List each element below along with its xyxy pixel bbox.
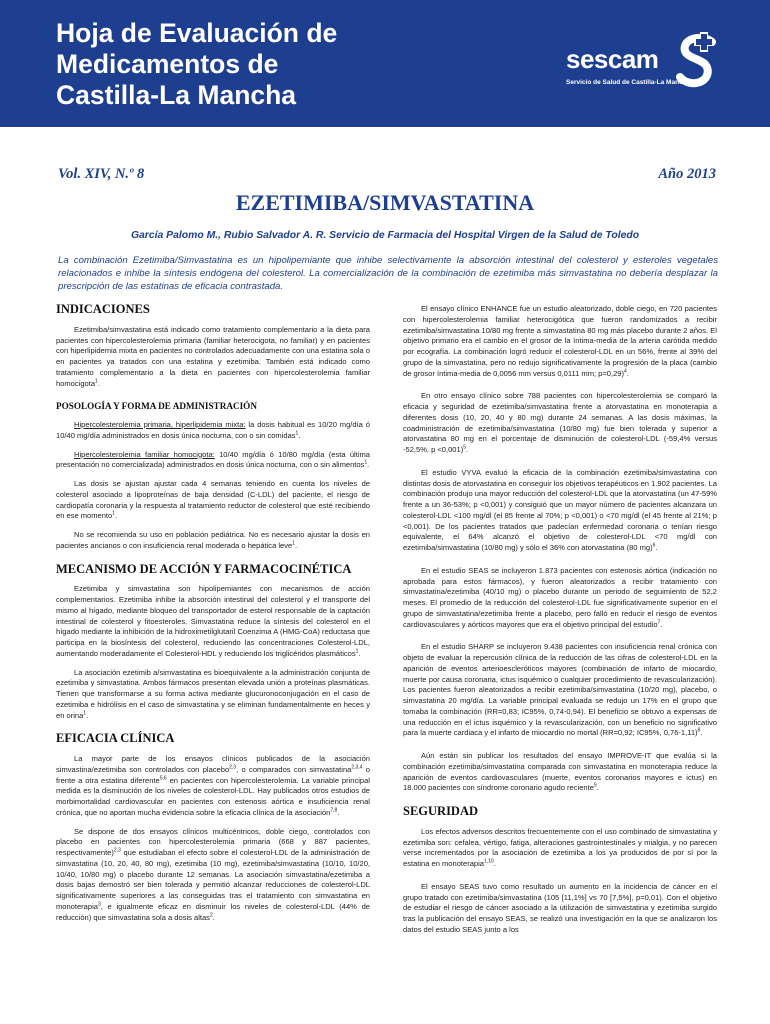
seguridad-paragraph-1: Los efectos adversos descritos frecuentemente con el uso combinado de simvastatina y ezetimiba son: cefalea, vértigo, fatiga, alteraciones gastrointestinales y mialgia, y no parecen verse incrementados por la asociación de ezetimiba a los ya producidos de por sí por la estatina en monoterapia$^{1,10}$. bbox=[403, 826, 717, 868]
improve-it-paragraph: Aún están sin publicar los resultados del ensayo IMPROVE-IT que evalúa si la combinación ezetimiba/simvastatina comparada con simvastatina en monoterapia reduce la aparición de eventos cardiovasculares (muerte, eventos coronarios mayores e ictus) en 18.000 pacientes con síndrome coronario agudo reciente$^9$. bbox=[403, 751, 717, 793]
seguridad-paragraph-2: El ensayo SEAS tuvo como resultado un aumento en la incidencia de cáncer en el grupo tratado con ezetimiba/simvastatina (105 [11,1%] vs 70 [7,5%], p=0,01). Con el objetivo de estudiar el riesgo de cáncer asociado a la utilización de simvastatina y ezetimiba surgido tras la publicación del ensayo SEAS, se realizó una investigación en la que se analizaron los datos del estudio SEAS junto a los bbox=[403, 881, 717, 934]
authors: García Palomo M., Rubio Salvador A. R. Servicio de Farmacia del Hospital Virgen de la Salud de Toledo bbox=[130, 230, 640, 241]
section-heading-posologia: POSOLOGÍA Y FORMA DE ADMINISTRACIÓN bbox=[56, 401, 257, 412]
mecanismo-paragraph-1: Ezetimiba y simvastatina son hipolipemiantes con mecanismos de acción complementarios. Ezetimiba inhibe la absorción intestinal del colesterol y el transporte del mismo al hígado, mediante bloqueo del transportador de esterol responsable de la captación intestinal de colesterol y fitoesteroles. Simvastatina reduce la síntesis del colesterol en el hígado mediante la inhibición de la hidroximetilglutaril Coenzima A (HMG-CoA) reductasa que participa en la biosíntesis del colesterol, reduciendo las concentraciones Colesterol-LDL, aumentando moderadamente el Colesterol-HDL y reduciendo los triglicéridos plasmáticos$^1$. bbox=[56, 584, 370, 658]
eficacia-paragraph-1: La mayor parte de los ensayos clínicos publicados de la asociación simvastina/ezetimiba son controlados con placebo$^{2,3}$, o comparados con simvastatina$^{2,3,4}$ o frente a otra estatina diferente$^{5,6}$ en pacientes con hipercolesterolemia. La variable principal medida es la disminución de los niveles de colesterol-LDL. Hay publicados otros estudios de morbimortalidad cardiovascular en pacientes con estenosis aórtica e insuficiencia renal crónica, que no aportan mucha evidencia sobre la eficacia clínica de la asociación$^{7,8}$. bbox=[56, 754, 370, 817]
posologia-paragraph-2: Hipercolesterolemia familiar homocigota: 10/40 mg/día ó 10/80 mg/día (esta última presentación no comercializada) administrados en dosis única nocturna, con o sin alimentos$^1$. bbox=[56, 449, 370, 470]
vyva-paragraph: El estudio VYVA evaluó la eficacia de la combinación ezetimiba/simvastatina con distintas dosis de atorvastatina en conseguir los objetivos terapéuticos en 1.902 pacientes. La combinación produjo una mayor reducción del colesterol-LDL que la atorvastatina (un 47-59% frente a un 36-53%; p <0,001) y consiguió que un mayor número de pacientes alcanzara un colesterol-LDL <100 mg/dl (el 85 frente al 70%; p <0,001) o <70 mg/dl (el 45 frente al 21%; p <0,001). De los pacientes tratados que padecían enfermedad coronaria o tenían riesgo equivalente, el 64% alcanzó el objetivo de colesterol-LDL <70 mg/dl con ezetimiba/simvastatina (10/80 mg) y sólo el 36% con atorvastatina (80 mg)$^6$. bbox=[403, 467, 717, 552]
indicaciones-paragraph: Ezetimiba/simvastatina está indicado como tratamiento complementario a la dieta para pacientes con hipercolesterolemia primaria (familiar heterocigota, no familiar) y en pacientes con hiperlipidemia mixta en pacientes no controlados adecuadamente con una estatina sola o en pacientes ya tratados con una estatina y ezetimiba. También está indicado como tratamiento complementario a la dieta en pacientes con hipercolesterolemia familiar homocigota$^1$. bbox=[56, 324, 370, 388]
logo-subtitle: Servicio de Salud de Castilla-La Mancha bbox=[566, 79, 691, 86]
volume-number: Vol. XIV, N.º 8 bbox=[58, 166, 145, 182]
section-heading-mecanismo: MECANISMO DE ACCIÓN Y FARMACOCINÉTICA bbox=[56, 561, 352, 576]
right-column bbox=[403, 304, 717, 944]
title-line-2: Medicamentos de bbox=[56, 49, 279, 79]
enhance-paragraph: El ensayo clínico ENHANCE fue un estudio aleatorizado, doble ciego, en 720 pacientes con hipercolesterolemia familiar heterocigótica que fueron randomizados a recibir ezetimiba/simvastatina 10/80 mg frente a simvastatina 80 mg más placebo durante 2 años. El objetivo primario era el cambio en el grosor de la íntima-media de la arteria carótida medido por ecografía. La combinación logró reducir el colesterol-LDL en un 56%, frente al 39% del grupo de la simvastatina, pero no redujo significativamente la progresión de la placa (cambio de grosor íntima-media de 0,0056 mm versus 0,0111 mm; p=0,29)$^4$. bbox=[403, 304, 717, 378]
posologia-paragraph-3: Las dosis se ajustan ajustar cada 4 semanas teniendo en cuenta los niveles de colesterol asociado a lipoproteínas de baja densidad (C-LDL) del paciente, el riesgo de cardiopatía coronaria y la respuesta al tratamiento reductor de colesterol que esté recibiendo en ese momento$^1$. bbox=[56, 479, 370, 521]
drug-title: EZETIMIBA/SIMVASTATINA bbox=[235, 190, 535, 215]
header-banner bbox=[0, 0, 770, 127]
section-heading-indicaciones: INDICACIONES bbox=[56, 302, 150, 316]
section-heading-seguridad: SEGURIDAD bbox=[403, 804, 479, 818]
issue-info bbox=[58, 166, 716, 186]
publication-title bbox=[56, 18, 337, 111]
issue-year: Año 2013 bbox=[658, 166, 716, 182]
title-line-1: Hoja de Evaluación de bbox=[56, 18, 338, 48]
left-column bbox=[56, 304, 370, 931]
title-line-3: Castilla-La Mancha bbox=[56, 80, 297, 110]
logo-word: sescam bbox=[566, 44, 659, 74]
abstract: La combinación Ezetimiba/Simvastatina es un hipolipemiante que inhibe selectivamente la absorción intestinal del colesterol y esteroles vegetales relacionados e inhibe la síntesis endógena del colesterol. La comercialización de la combinación de ezetimiba más simvastatina no debería desplazar la prescripción de las estatinas de eficacia contrastada. bbox=[58, 255, 718, 293]
mecanismo-paragraph-2: La asociación ezetimib a/simvastatina es bioequivalente a la administración conjunta de ezetimiba y simvastatina. Ambos fármacos presentan elevada unión a proteínas plasmáticas. Tienen que transformarse a su forma activa mediante glucuronoconjugación en el caso de ezetimiba e hidrólisis en el caso de simvastatina y se eliminan fundamentalmente en heces y en orina$^1$. bbox=[56, 667, 370, 720]
sharp-paragraph: En el estudio SHARP se incluyeron 9.438 pacientes con insuficiencia renal crónica con objeto de evaluar la repercusión clínica de la reducción de las cifras de colesterol-LDL en la aparición de eventos arterioescleróticos mayores (combinación de infarto de miocardio, muerte por causa coronaria, ictus isquémico o cualquier procedimiento de revascularización). Los pacientes fueron aleatorizados a recibir ezetimiba/simvastatina (10/20 mg), placebo, o simvastatina 20 mg/día. La variable principal evaluada se redujo un 17% en el grupo que tomaba la combinación (RR=0,83; IC95%, 0,74-0,94). El beneficio se obtuvo a expensas de una reducción en el ictus isquémico y la revascularización, con un beneficio no significativo para la muerte cardiaca y el infarto de miocardio no mortal (RR=0,92; IC95%, 0,76-1,11)$^8$. bbox=[403, 642, 717, 738]
sescam-s-cross-icon bbox=[676, 32, 720, 92]
sescam-logo bbox=[558, 32, 728, 92]
section-heading-eficacia: EFICACIA CLÍNICA bbox=[56, 731, 175, 746]
seas-paragraph: En el estudio SEAS se incluyeron 1.873 pacientes con estenosis aórtica (indicación no aprobada para estos fármacos), y fueron aleatorizados a recibir tratamiento con simvastatina/ezetimiba (40/10 mg) o placebo durante un periodo de seguimiento de 52,2 meses. El promedio de la reducción del colesterol-LDL fue significativamente superior en el grupo de simvastatina/ezetimiba frente a placebo, pero falló en reducir el riesgo de eventos cardiovasculares y aórticos mayores que era el objetivo principal del estudio$^7$. bbox=[403, 565, 717, 629]
atorvastatina-paragraph: En otro ensayo clínico sobre 788 pacientes con hipercolesterolemia se comparó la eficacia y seguridad de ezetimiba/simvastatina frente a atorvastatina en monoterapia a diferentes dosis (10, 20, 40 y 80 mg) durante 24 semanas. A las dosis máximas, la coadministración de ezetimiba/simvastatina (10/80 mg) fue bien tolerada y superior a atorvastatina 80 mg en el porcentaje de disminución de colesterol-LDL (-59,4% versus -52,5%, p <0,001)$^5$. bbox=[403, 391, 717, 454]
posologia-paragraph-1: Hipercolesterolemia primaria, hiperlipidemia mixta: la dosis habitual es 10/20 mg/día ó 10/40 mg/día administrados en dosis única nocturna, con o sin comidas$^1$. bbox=[56, 420, 370, 440]
eficacia-paragraph-2: Se dispone de dos ensayos clínicos multicéntricos, doble ciego, controlados con placebo en pacientes con hipercolesterolemia primaria (668 y 887 pacientes, respectivamente)$^{2,3}$ que estudiaban el efecto sobre el colesterol-LDL de la administración de simvastatina (10, 20, 40, 80 mg), ezetimiba (10 mg), ezetimiba/simvastatina (10/10, 10/20, 10/40, 10/80 mg) o placebo durante 12 semanas. La asociación simvastatina/ezetimiba a dosis bajas demostró ser bien tolerada y permitió alcanzar reducciones de colesterol-LDL significativamente superiores a las conseguidas tras el tratamiento con simvastatina en monoterapia$^3$, e igualmente eficaz en disminuir los niveles de colesterol-LDL (44% de reducción) que simvastatina sola a dosis altas$^2$. bbox=[56, 826, 370, 922]
posologia-paragraph-4: No se recomienda su uso en población pediátrica. No es necesario ajustar la dosis en pacientes ancianos o con insuficiencia renal moderada o hepática leve$^1$. bbox=[56, 530, 370, 550]
